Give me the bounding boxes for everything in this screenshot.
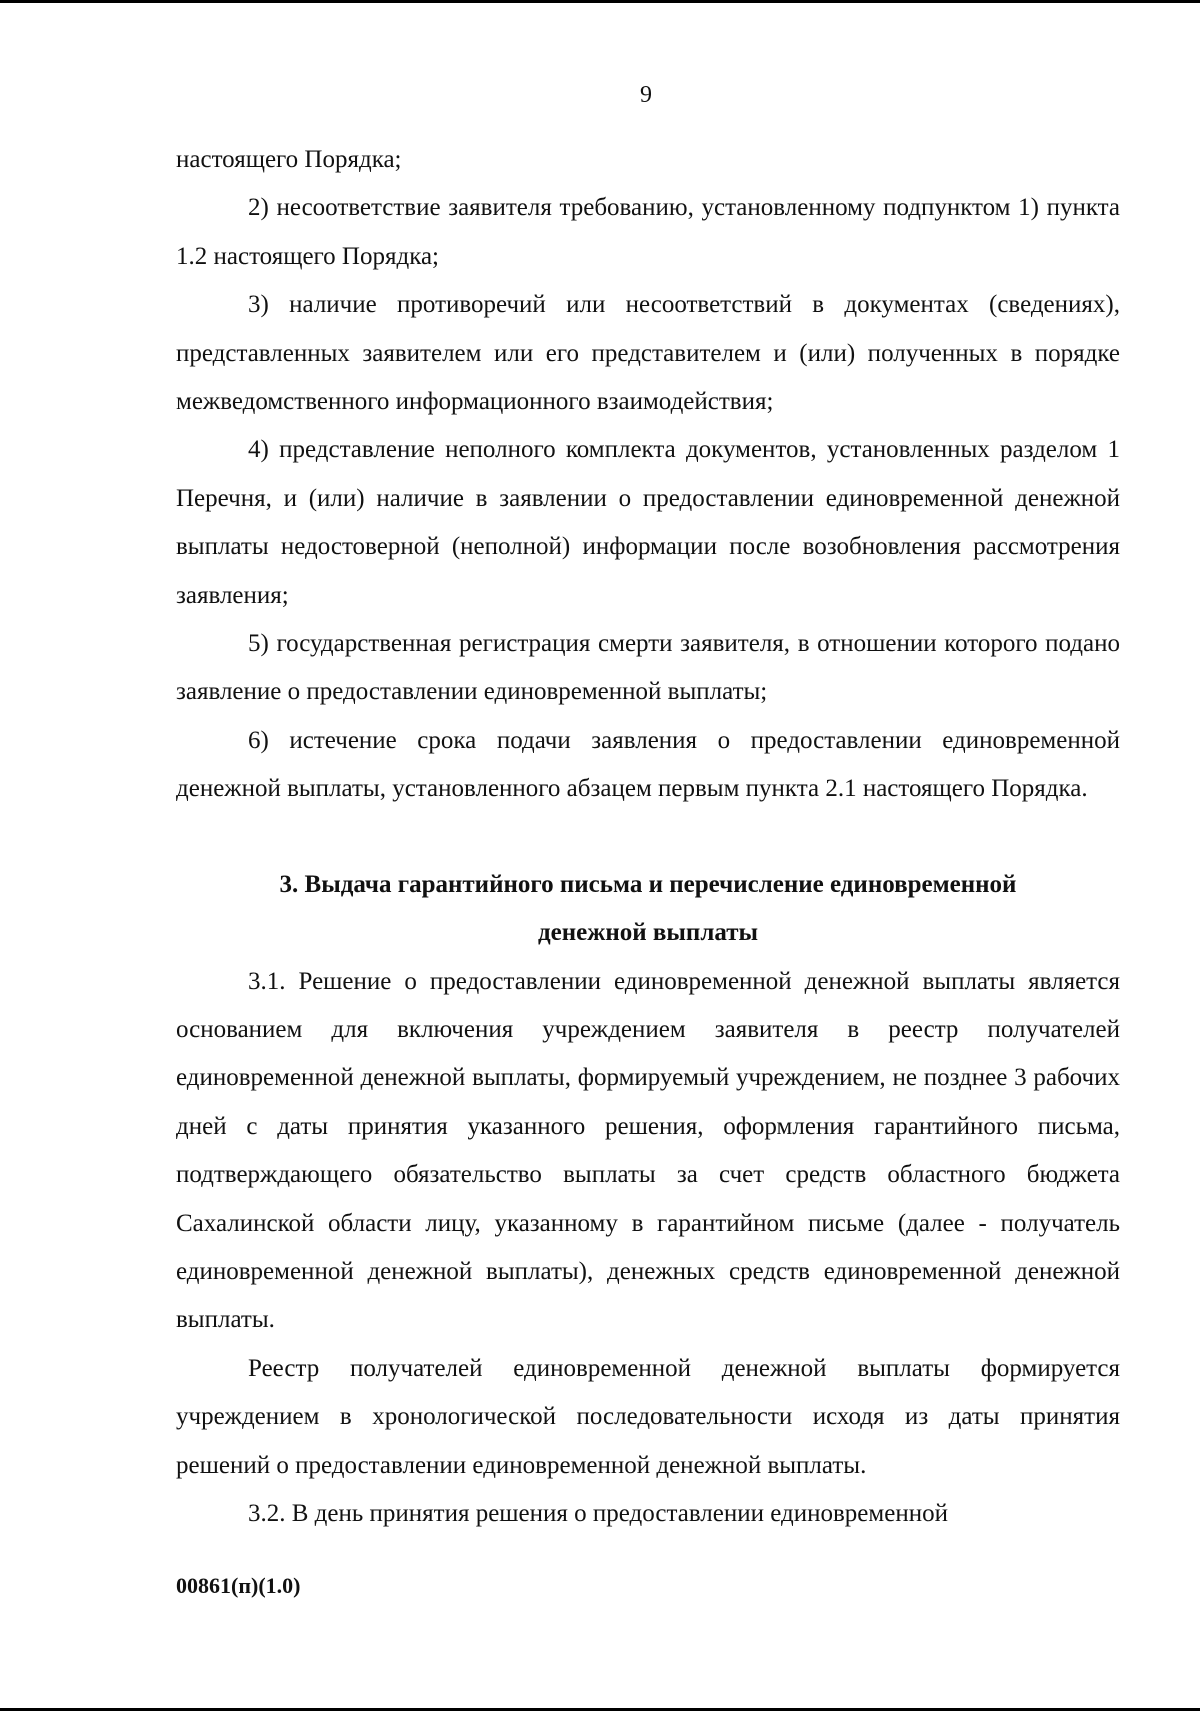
paragraph-item-5: 5) государственная регистрация смерти заявителя, в отношении которого подано заявление о предоставлении единовременной выплаты; [176, 630, 1120, 706]
paragraph-3-1: 3.1. Решение о предоставлении единовременной денежной выплаты является основанием для включения учреждением заявителя в реестр получателей единовременной денежной выплаты, формируемый учреждением, не позднее 3 рабочих дней с даты принятия указанного решения, оформления гарантийного письма, подтверждающего обязательство выплаты за счет средств областного бюджета Сахалинской области лицу, указанному в гарантийном письме (далее - получатель единовременной денежной выплаты), денежных средств единовременной денежной выплаты. [176, 967, 1120, 1334]
document-body [176, 136, 1120, 1538]
section-heading [176, 861, 1120, 958]
paragraph-3-2: 3.2. В день принятия решения о предоставлении единовременной [248, 1499, 948, 1527]
section-heading-line-1: 3. Выдача гарантийного письма и перечисление единовременной [279, 870, 1017, 898]
top-edge-line [0, 0, 1200, 3]
bottom-edge-line [0, 1708, 1200, 1711]
paragraph-item-6: 6) истечение срока подачи заявления о предоставлении единовременной денежной выплаты, установленного абзацем первым пункта 2.1 настоящего Порядка. [176, 726, 1120, 803]
paragraph-item-2: 2) несоответствие заявителя требованию, установленному подпунктом 1) пункта 1.2 настоящего Порядка; [176, 194, 1120, 270]
paragraph-item-4: 4) представление неполного комплекта документов, установленных разделом 1 Перечня, и (или) наличие в заявлении о предоставлении единовременной денежной выплаты недостоверной (неполной) информации после возобновления рассмотрения заявления; [176, 436, 1120, 609]
paragraph-continuation: настоящего Порядка; [176, 146, 402, 173]
page-number: 9 [640, 82, 652, 108]
paragraph-item-3: 3) наличие противоречий или несоответствий в документах (сведениях), представленных заявителем или его представителем и (или) полученных в порядке межведомственного информационного взаимодействия; [176, 291, 1120, 416]
section-heading-line-2: денежной выплаты [537, 919, 759, 947]
document-code: 00861(п)(1.0) [176, 1573, 301, 1598]
paragraph-registry: Реестр получателей единовременной денежной выплаты формируется учреждением в хронологической последовательности исходя из даты принятия решений о предоставлении единовременной денежной выплаты. [176, 1354, 1120, 1479]
